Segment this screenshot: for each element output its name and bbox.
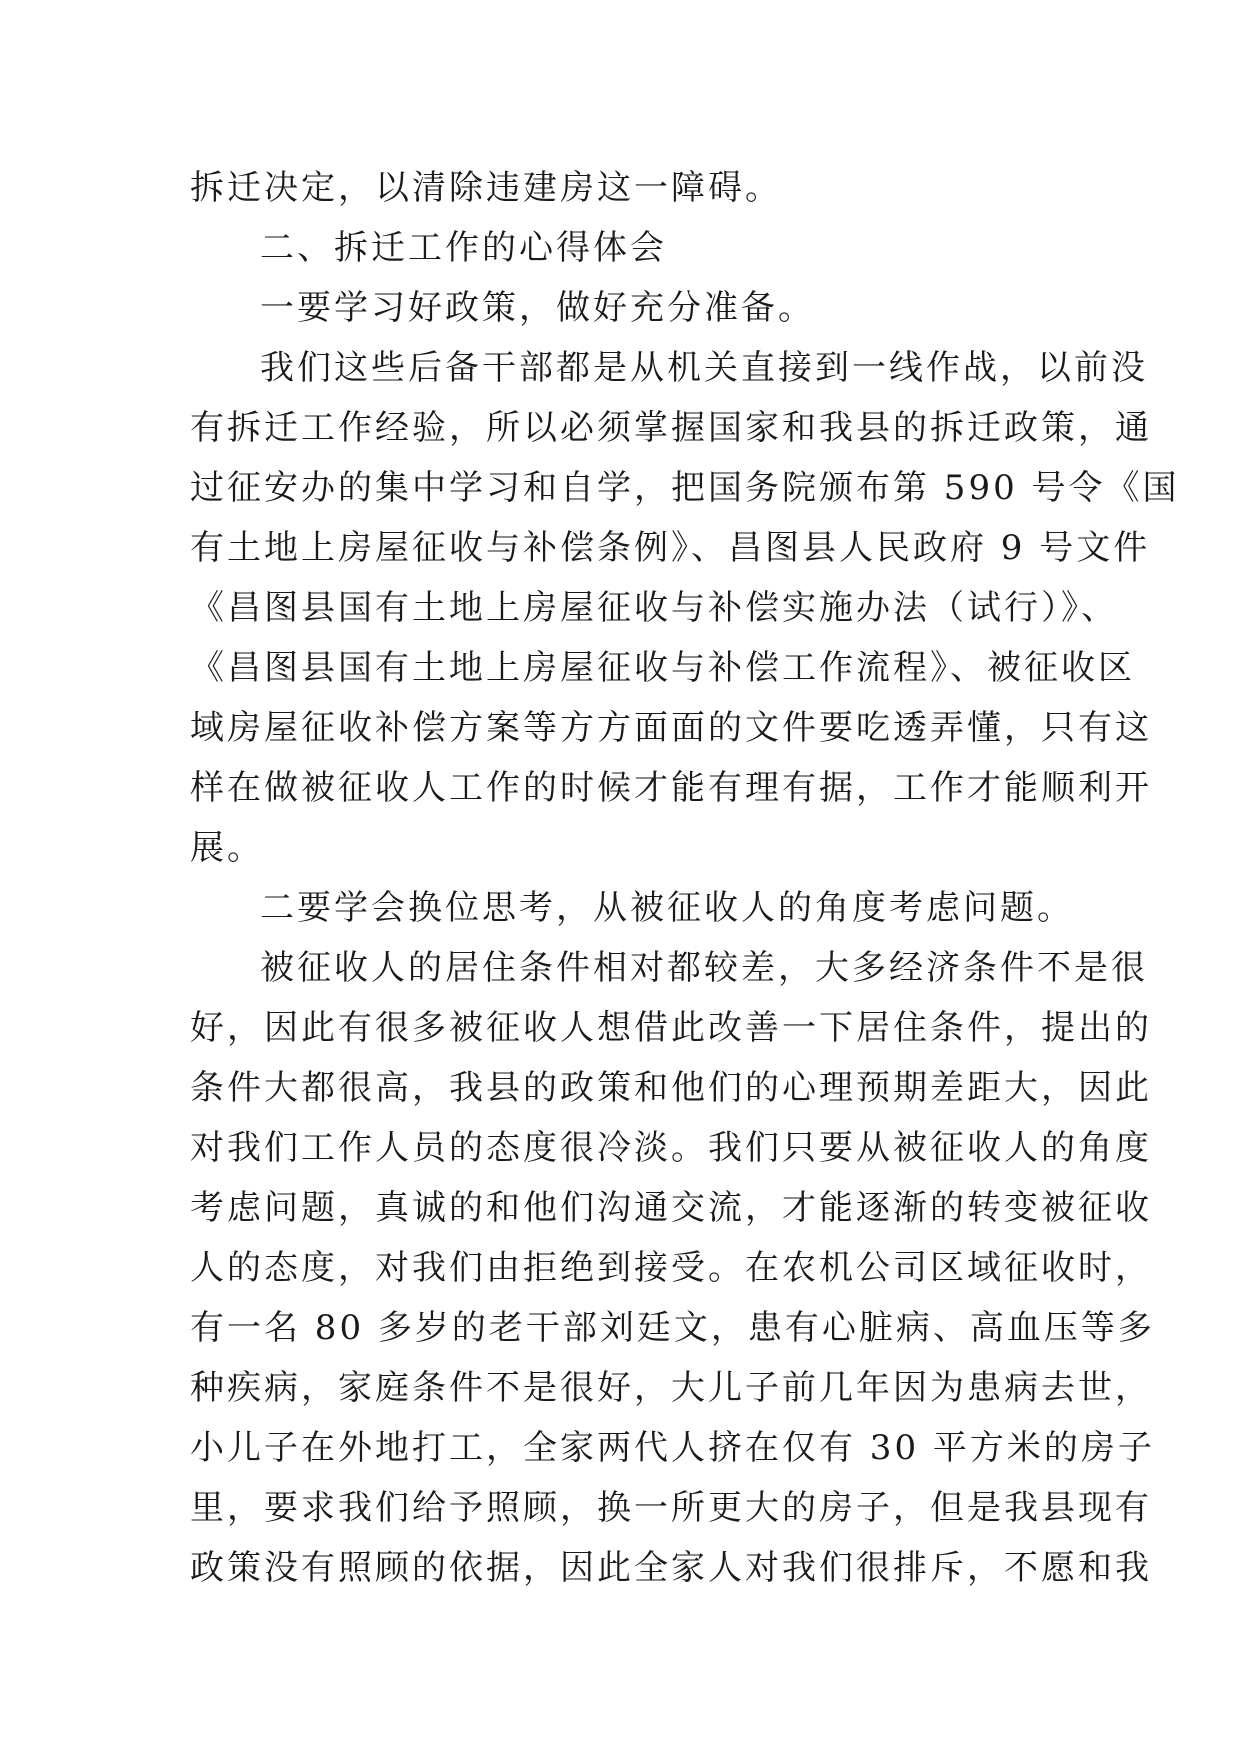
text-line: 《昌图县国有土地上房屋征收与补偿工作流程》、被征收区 bbox=[190, 648, 1135, 688]
text-line: 有拆迁工作经验，所以必须掌握国家和我县的拆迁政策，通 bbox=[190, 408, 1152, 448]
text-line: 条件大都很高，我县的政策和他们的心理预期差距大，因此 bbox=[190, 1068, 1152, 1108]
text-line: 考虑问题，真诚的和他们沟通交流，才能逐渐的转变被征收 bbox=[190, 1188, 1152, 1228]
text-line: 对我们工作人员的态度很冷淡。我们只要从被征收人的角度 bbox=[190, 1128, 1152, 1168]
subheading: 二要学会换位思考，从被征收人的角度考虑问题。 bbox=[260, 888, 1074, 928]
text-line: 小儿子在外地打工，全家两代人挤在仅有 30 平方米的房子 bbox=[190, 1428, 1155, 1468]
document-body bbox=[190, 158, 1180, 1598]
text-line: 种疾病，家庭条件不是很好，大儿子前几年因为患病去世， bbox=[190, 1368, 1152, 1408]
text-line: 好，因此有很多被征收人想借此改善一下居住条件，提出的 bbox=[190, 1008, 1152, 1048]
text-line: 域房屋征收补偿方案等方方面面的文件要吃透弄懂，只有这 bbox=[190, 708, 1152, 748]
text-line: 过征安办的集中学习和自学，把国务院颁布第 590 号令《国 bbox=[190, 468, 1180, 508]
text-line: 我们这些后备干部都是从机关直接到一线作战，以前没 bbox=[260, 348, 1148, 388]
text-line: 人的态度，对我们由拒绝到接受。在农机公司区域征收时， bbox=[190, 1248, 1152, 1288]
text-line: 里，要求我们给予照顾，换一所更大的房子，但是我县现有 bbox=[190, 1488, 1152, 1528]
text-line: 样在做被征收人工作的时候才能有理有据，工作才能顺利开 bbox=[190, 768, 1152, 808]
text-line: 有一名 80 多岁的老干部刘廷文，患有心脏病、高血压等多 bbox=[190, 1308, 1155, 1348]
text-line: 拆迁决定，以清除违建房这一障碍。 bbox=[190, 168, 782, 208]
text-line: 被征收人的居住条件相对都较差，大多经济条件不是很 bbox=[260, 948, 1148, 988]
subheading: 一要学习好政策，做好充分准备。 bbox=[260, 288, 815, 328]
text-line: 政策没有照顾的依据，因此全家人对我们很排斥，不愿和我 bbox=[190, 1548, 1152, 1588]
text-line: 《昌图县国有土地上房屋征收与补偿实施办法（试行）》、 bbox=[190, 588, 1118, 628]
text-line: 展。 bbox=[190, 828, 264, 868]
section-heading: 二、拆迁工作的心得体会 bbox=[260, 228, 667, 268]
text-line: 有土地上房屋征收与补偿条例》、昌图县人民政府 9 号文件 bbox=[190, 528, 1151, 568]
